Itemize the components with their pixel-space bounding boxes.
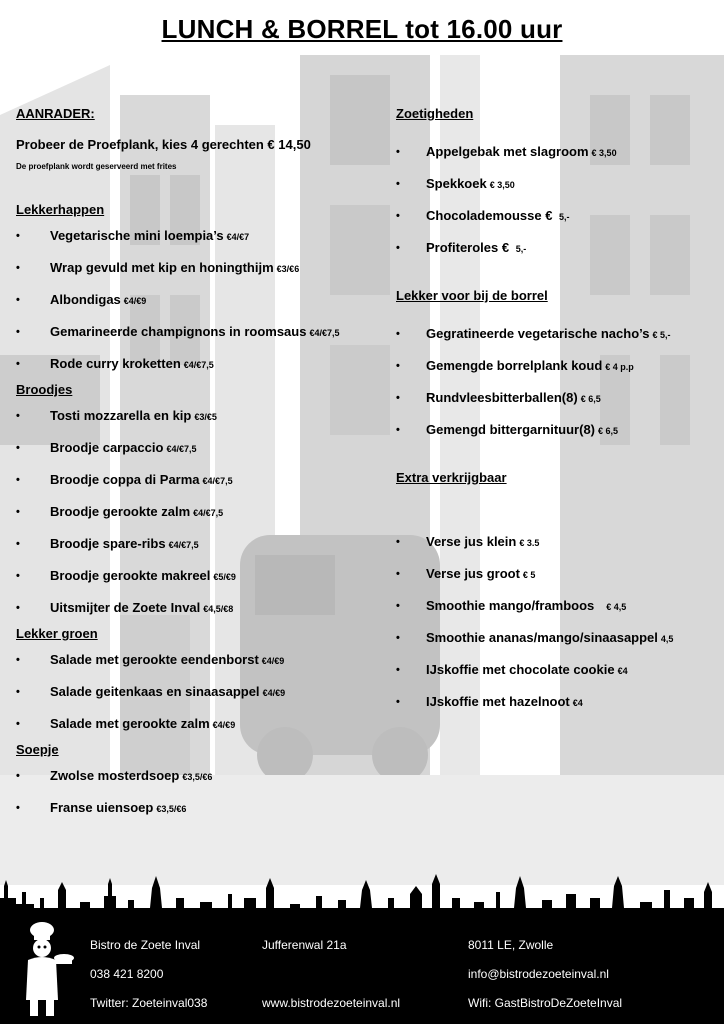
- item-price: € 6,5: [598, 426, 619, 436]
- item-price: € 3,50: [591, 148, 617, 158]
- bullet-icon: •: [396, 242, 400, 254]
- menu-item: [396, 686, 716, 718]
- section-heading: Broodjes: [16, 382, 73, 397]
- menu-item: [396, 414, 716, 446]
- section-heading: Soepje: [16, 742, 59, 757]
- item-price: €4/€7,5: [166, 444, 197, 454]
- item-name: Chocolademousse €: [426, 208, 557, 223]
- footer-wifi: Wifi: GastBistroDeZoeteInval: [468, 996, 623, 1010]
- item-name: Albondigas: [50, 292, 121, 307]
- item-price: €4/€9: [261, 656, 285, 666]
- bullet-icon: •: [16, 802, 20, 814]
- item-name: IJskoffie met hazelnoot: [426, 694, 570, 709]
- section-heading: Lekker groen: [16, 626, 98, 641]
- footer-website: www.bistrodezoeteinval.nl: [262, 996, 401, 1010]
- item-name: Profiteroles €: [426, 240, 513, 255]
- section-heading: Zoetigheden: [396, 106, 474, 121]
- menu-list: [396, 526, 716, 718]
- item-name: Rundvleesbitterballen(8): [426, 390, 578, 405]
- bullet-icon: •: [396, 178, 400, 190]
- item-price: €4/€7,5: [183, 360, 214, 370]
- item-name: Gemarineerde champignons in roomsaus: [50, 324, 307, 339]
- spacer: [16, 124, 388, 136]
- item-price: €4/€7: [226, 232, 250, 242]
- bullet-icon: •: [16, 602, 20, 614]
- section-lekkerhappen: [16, 200, 388, 380]
- menu-item: [396, 526, 716, 558]
- item-name: Wrap gevuld met kip en honingthijm: [50, 260, 274, 275]
- menu-item: [16, 284, 388, 316]
- menu-item: [396, 654, 716, 686]
- item-price: €3,5/€6: [156, 804, 187, 814]
- item-name: Gemengd bittergarnituur(8): [426, 422, 596, 437]
- bullet-icon: •: [16, 770, 20, 782]
- menu-item: [396, 318, 716, 350]
- menu-item: [16, 592, 388, 624]
- menu-item: [16, 708, 388, 740]
- item-name: Broodje spare-ribs: [50, 536, 166, 551]
- item-name: Gegratineerde vegetarische nacho’s: [426, 326, 650, 341]
- item-price: € 3.5: [519, 538, 540, 548]
- menu-item: [16, 560, 388, 592]
- item-name: Broodje gerookte zalm: [50, 504, 191, 519]
- item-price: €4/€7,5: [193, 508, 224, 518]
- menu-item: [396, 622, 716, 654]
- item-price: 4,5: [660, 634, 674, 644]
- chef-waiter-icon: [12, 920, 76, 1020]
- item-price: € 4,5: [606, 602, 627, 612]
- item-name: Smoothie ananas/mango/sinaasappel: [426, 630, 658, 645]
- menu-item: [396, 350, 716, 382]
- section-heading: Lekkerhappen: [16, 202, 105, 217]
- item-name: Tosti mozzarella en kip: [50, 408, 192, 423]
- bullet-icon: •: [16, 654, 20, 666]
- item-name: Broodje carpaccio: [50, 440, 164, 455]
- spacer: [396, 264, 716, 286]
- section-extra: [396, 468, 716, 718]
- menu-item: [396, 168, 716, 200]
- item-price: € 6,5: [580, 394, 601, 404]
- footer-phone: 038 421 8200: [90, 967, 164, 981]
- item-name: Rode curry kroketten: [50, 356, 181, 371]
- item-price: €4/€7,5: [202, 476, 233, 486]
- item-name: Salade met gerookte eendenborst: [50, 652, 259, 667]
- item-price: €4/€9: [262, 688, 286, 698]
- menu-item: [16, 496, 388, 528]
- item-price: € 4 p.p: [605, 362, 634, 372]
- spacer: [396, 124, 716, 136]
- item-name: Franse uiensoep: [50, 800, 154, 815]
- item-price: €4/€9: [212, 720, 236, 730]
- item-price: € 3,50: [489, 180, 515, 190]
- menu-item: [16, 348, 388, 380]
- bullet-icon: •: [16, 410, 20, 422]
- menu-item: [16, 792, 388, 824]
- item-name: Broodje gerookte makreel: [50, 568, 211, 583]
- bullet-icon: •: [16, 538, 20, 550]
- page-title: LUNCH & BORREL tot 16.00 uur: [161, 14, 563, 44]
- item-price: €4/€7,5: [309, 328, 340, 338]
- item-price: €4/€9: [123, 296, 147, 306]
- item-price: €4: [617, 666, 628, 676]
- item-name: Vegetarische mini loempia’s: [50, 228, 224, 243]
- item-price: €3/€6: [276, 264, 300, 274]
- item-price: €3,5/€6: [182, 772, 213, 782]
- menu-item: [396, 200, 716, 232]
- bullet-icon: •: [16, 718, 20, 730]
- section-heading: Extra verkrijgbaar: [396, 470, 507, 485]
- item-name: Appelgebak met slagroom: [426, 144, 589, 159]
- footer: [0, 918, 724, 1024]
- section-soepje: [16, 740, 388, 824]
- item-price: €3/€5: [194, 412, 217, 422]
- menu-item: [16, 760, 388, 792]
- bullet-icon: •: [396, 328, 400, 340]
- bullet-icon: •: [16, 442, 20, 454]
- bullet-icon: •: [16, 230, 20, 242]
- menu-item: [16, 316, 388, 348]
- bullet-icon: •: [396, 536, 400, 548]
- bullet-icon: •: [16, 326, 20, 338]
- footer-city: 8011 LE, Zwolle: [468, 938, 554, 952]
- footer-address: Jufferenwal 21a: [262, 938, 347, 952]
- section-borrel: [396, 286, 716, 446]
- menu-list: [16, 220, 388, 380]
- right-column: [396, 104, 716, 718]
- bullet-icon: •: [396, 146, 400, 158]
- menu-item: [396, 232, 716, 264]
- section-broodjes: [16, 380, 388, 624]
- menu-item: [16, 252, 388, 284]
- left-column: [16, 104, 388, 824]
- item-price: €5/€9: [213, 572, 236, 582]
- item-price: €4/€7,5: [168, 540, 199, 550]
- menu-item: [396, 136, 716, 168]
- bullet-icon: •: [396, 210, 400, 222]
- bullet-icon: •: [16, 686, 20, 698]
- menu-item: [16, 220, 388, 252]
- spacer: [396, 306, 716, 318]
- spacer: [396, 446, 716, 468]
- item-price: € 5: [522, 570, 536, 580]
- bullet-icon: •: [396, 632, 400, 644]
- menu-item: [16, 400, 388, 432]
- footer-twitter: Twitter: Zoeteinval038: [90, 996, 208, 1010]
- footer-email: info@bistrodezoeteinval.nl: [468, 967, 609, 981]
- menu-list: [16, 644, 388, 740]
- menu-item: [396, 558, 716, 590]
- footer-business-name: Bistro de Zoete Inval: [90, 938, 201, 952]
- menu-item: [16, 464, 388, 496]
- item-name: Zwolse mosterdsoep: [50, 768, 180, 783]
- item-name: Broodje coppa di Parma: [50, 472, 200, 487]
- item-name: Salade met gerookte zalm: [50, 716, 210, 731]
- bullet-icon: •: [396, 568, 400, 580]
- menu-list: [16, 400, 388, 624]
- item-price: 5,-: [559, 212, 570, 222]
- item-name: Spekkoek: [426, 176, 487, 191]
- bullet-icon: •: [16, 294, 20, 306]
- section-lekker-groen: [16, 624, 388, 740]
- proefplank-offer: Probeer de Proefplank, kies 4 gerechten € 14,50: [16, 137, 311, 152]
- item-name: Verse jus klein: [426, 534, 517, 549]
- menu-item: [396, 382, 716, 414]
- menu-item: [16, 432, 388, 464]
- spacer: [16, 174, 388, 200]
- item-price: € 5,-: [652, 330, 671, 340]
- section-heading: Lekker voor bij de borrel: [396, 288, 548, 303]
- menu-item: [16, 676, 388, 708]
- bullet-icon: •: [396, 360, 400, 372]
- item-name: Smoothie mango/framboos: [426, 598, 595, 613]
- menu-item: [16, 644, 388, 676]
- bullet-icon: •: [16, 358, 20, 370]
- bullet-icon: •: [396, 392, 400, 404]
- bullet-icon: •: [396, 424, 400, 436]
- bullet-icon: •: [16, 474, 20, 486]
- menu-list: [16, 760, 388, 824]
- menu-list: [396, 318, 716, 446]
- section-zoetigheden: [396, 104, 716, 264]
- item-name: Verse jus groot: [426, 566, 520, 581]
- bullet-icon: •: [16, 570, 20, 582]
- item-name: Gemengde borrelplank koud: [426, 358, 603, 373]
- item-name: IJskoffie met chocolate cookie: [426, 662, 615, 677]
- city-skyline-icon: [0, 868, 724, 920]
- item-name: Salade geitenkaas en sinaasappel: [50, 684, 260, 699]
- bullet-icon: •: [16, 506, 20, 518]
- bullet-icon: •: [396, 696, 400, 708]
- spacer: [396, 488, 716, 526]
- item-price: €4,5/€8: [203, 604, 234, 614]
- menu-item: [396, 590, 716, 622]
- menu-list: [396, 136, 716, 264]
- item-price: €4: [572, 698, 583, 708]
- proefplank-note: De proefplank wordt geserveerd met frites: [16, 162, 177, 171]
- item-price: 5,-: [515, 244, 527, 254]
- bullet-icon: •: [396, 664, 400, 676]
- bullet-icon: •: [396, 600, 400, 612]
- menu-item: [16, 528, 388, 560]
- bullet-icon: •: [16, 262, 20, 274]
- recommend-heading: AANRADER:: [16, 106, 95, 121]
- item-name: Uitsmijter de Zoete Inval: [50, 600, 201, 615]
